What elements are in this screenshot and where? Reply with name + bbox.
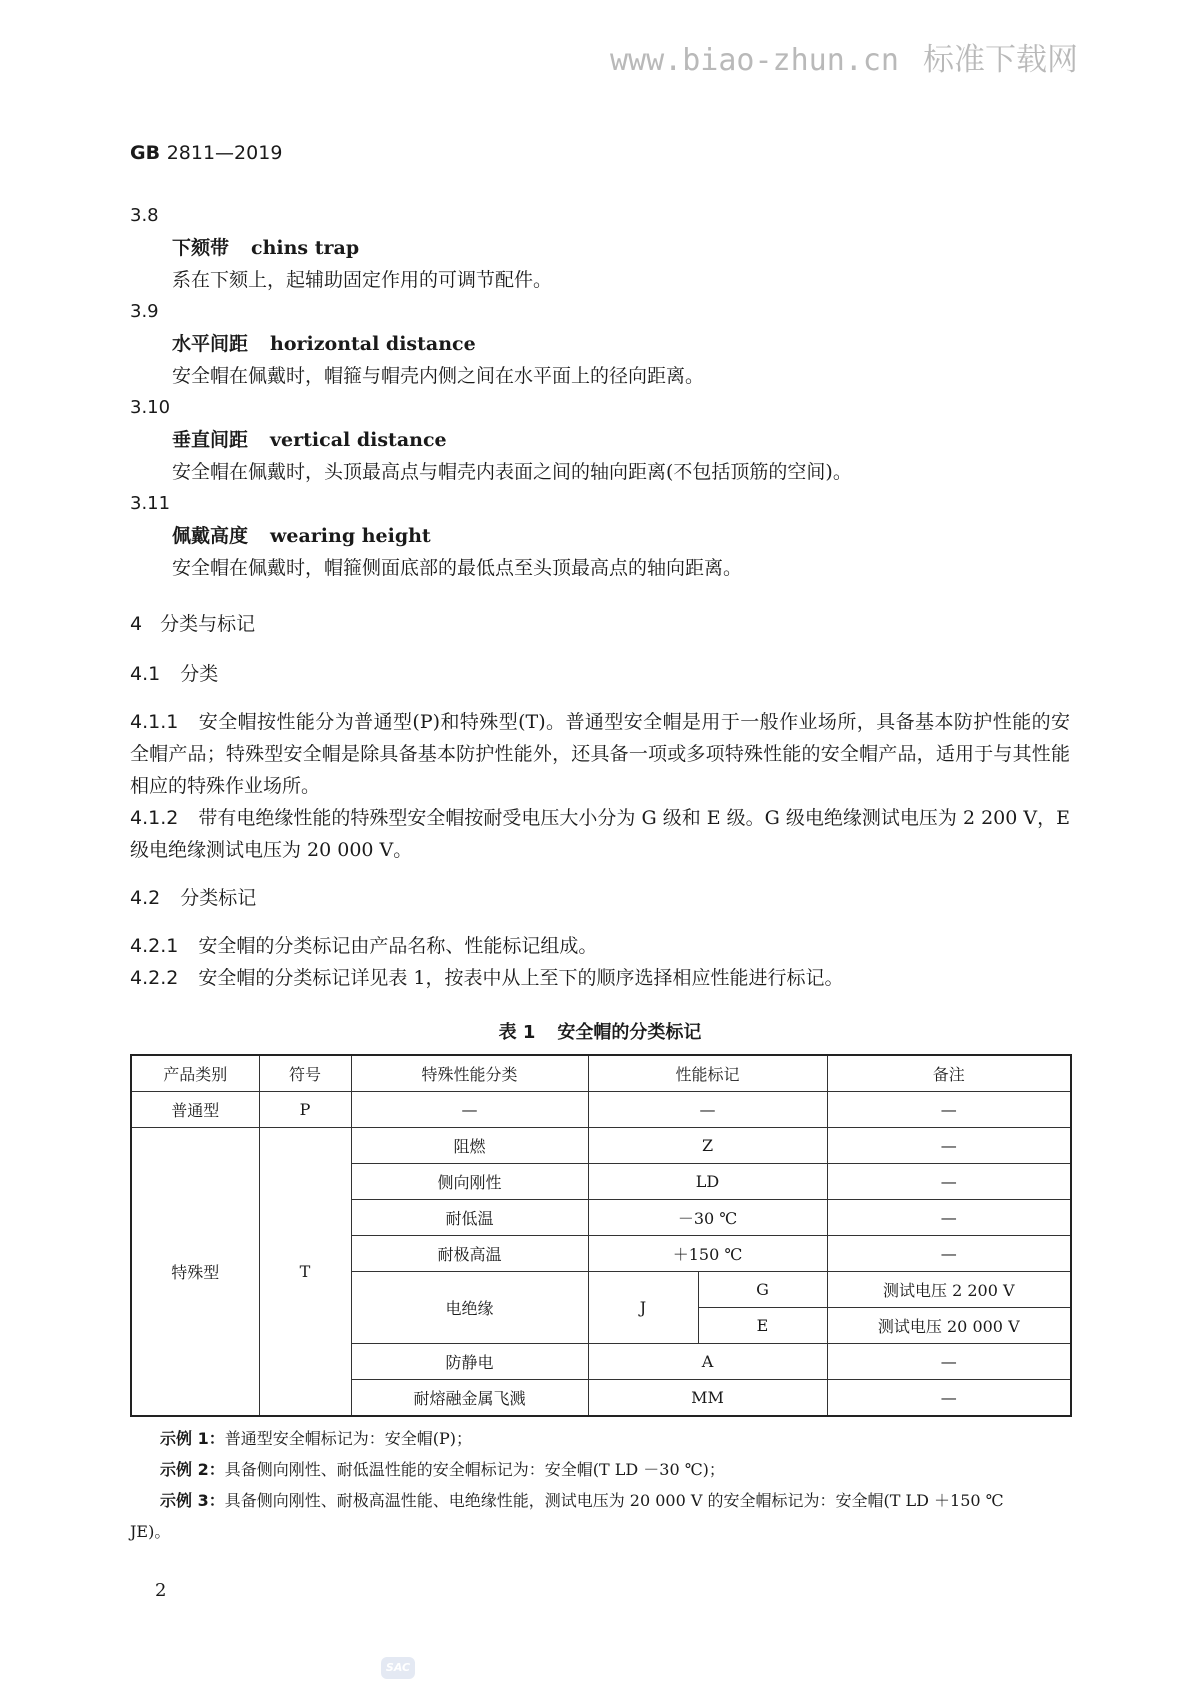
paragraph-text: 安全帽的分类标记详见表 1，按表中从上至下的顺序选择相应性能进行标记。 [198, 967, 844, 989]
header-cell: 产品类别 [131, 1055, 259, 1092]
mark-cell: MM [588, 1380, 827, 1417]
property-cell: 耐极高温 [351, 1236, 588, 1272]
header-cell: 特殊性能分类 [351, 1055, 588, 1092]
example-text: 具备侧向刚性、耐低温性能的安全帽标记为：安全帽(T LD －30 ℃)； [224, 1460, 725, 1479]
paragraph-number: 4.1.2 [130, 807, 179, 829]
term-zh: 水平间距 [172, 333, 249, 355]
category-cell: 特殊型 [131, 1128, 259, 1417]
term-definition: 安全帽在佩戴时，帽箍侧面底部的最低点至头顶最高点的轴向距离。 [172, 557, 743, 579]
term-definition: 安全帽在佩戴时，头顶最高点与帽壳内表面之间的轴向距离(不包括顶筋的空间)。 [172, 461, 852, 483]
note-cell: — [827, 1164, 1071, 1200]
mark-cell: A [588, 1344, 827, 1380]
section-heading [130, 606, 1070, 642]
grade-cell: E [698, 1308, 827, 1344]
term-number: 3.8 [130, 205, 159, 226]
term-title [130, 520, 1070, 552]
example-label: 示例 1： [160, 1429, 225, 1448]
term-en: wearing height [270, 525, 431, 547]
standard-number [130, 142, 282, 164]
mark-cell: Z [588, 1128, 827, 1164]
page-content [130, 200, 1070, 1547]
example-continuation: JE)。 [130, 1522, 171, 1541]
note-cell: 测试电压 2 200 V [827, 1272, 1071, 1308]
term-number: 3.11 [130, 493, 171, 514]
term-title [130, 328, 1070, 360]
classification-table [130, 1054, 1072, 1417]
property-cell: 耐熔融金属飞溅 [351, 1380, 588, 1417]
example-item [160, 1423, 1070, 1454]
watermark-site-name: 标准下载网 [922, 42, 1078, 78]
standard-code: 2811—2019 [166, 142, 283, 164]
table-header-row [131, 1055, 1071, 1092]
term-title [130, 424, 1070, 456]
paragraph-4-2-2 [130, 962, 1070, 994]
term-zh: 下颏带 [172, 237, 230, 259]
mark-cell: ＋150 ℃ [588, 1236, 827, 1272]
term-title [130, 232, 1070, 264]
note-cell: — [827, 1344, 1071, 1380]
dash-cell: — [827, 1092, 1071, 1128]
grade-cell: G [698, 1272, 827, 1308]
note-cell: — [827, 1128, 1071, 1164]
property-cell: 阻燃 [351, 1128, 588, 1164]
property-cell: 侧向刚性 [351, 1164, 588, 1200]
term-en: chins trap [251, 237, 360, 259]
property-cell: 防静电 [351, 1344, 588, 1380]
example-item [160, 1454, 1070, 1485]
note-cell: — [827, 1380, 1071, 1417]
paragraph-4-1-2 [130, 802, 1070, 866]
page-number: 2 [155, 1580, 167, 1601]
term-definition: 安全帽在佩戴时，帽箍与帽壳内侧之间在水平面上的径向距离。 [172, 365, 705, 387]
paragraph-text: 带有电绝缘性能的特殊型安全帽按耐受电压大小分为 G 级和 E 级。G 级电绝缘测试电压为 2 200 V，E 级电绝缘测试电压为 20 000 V。 [130, 807, 1070, 861]
watermark-url: www.biao-zhun.cn [610, 43, 899, 78]
watermark [610, 34, 1078, 79]
symbol-cell: T [259, 1128, 351, 1417]
header-cell: 备注 [827, 1055, 1071, 1092]
example-text: 具备侧向刚性、耐极高温性能、电绝缘性能，测试电压为 20 000 V 的安全帽标记为：安全帽(T LD ＋150 ℃ [224, 1491, 1004, 1510]
term-en: vertical distance [270, 429, 447, 451]
examples [130, 1423, 1070, 1547]
note-cell: — [827, 1236, 1071, 1272]
property-cell: 耐低温 [351, 1200, 588, 1236]
note-cell: — [827, 1200, 1071, 1236]
subsection-title: 分类标记 [180, 887, 257, 909]
subsection-heading [130, 880, 1070, 916]
example-label: 示例 3： [160, 1491, 225, 1510]
property-cell: 电绝缘 [351, 1272, 588, 1344]
example-text: 普通型安全帽标记为：安全帽(P)； [224, 1429, 472, 1448]
paragraph-number: 4.1.1 [130, 711, 179, 733]
example-label: 示例 2： [160, 1460, 225, 1479]
table-row [131, 1092, 1071, 1128]
example-item [160, 1485, 1070, 1516]
paragraph-text: 安全帽的分类标记由产品名称、性能标记组成。 [198, 935, 598, 957]
section-title: 分类与标记 [160, 613, 256, 635]
table-caption [130, 1012, 1070, 1054]
symbol-cell: P [259, 1092, 351, 1128]
header-cell: 性能标记 [588, 1055, 827, 1092]
paragraph-number: 4.2.1 [130, 935, 179, 957]
paragraph-number: 4.2.2 [130, 967, 179, 989]
term-number: 3.9 [130, 301, 159, 322]
term-zh: 佩戴高度 [172, 525, 249, 547]
term-definition: 系在下颏上，起辅助固定作用的可调节配件。 [172, 269, 553, 291]
table-title: 安全帽的分类标记 [557, 1022, 702, 1043]
header-cell: 符号 [259, 1055, 351, 1092]
mark-cell: －30 ℃ [588, 1200, 827, 1236]
mark-cell: LD [588, 1164, 827, 1200]
sac-logo: SAC [381, 1657, 415, 1679]
term-number: 3.10 [130, 397, 171, 418]
subsection-title: 分类 [180, 663, 219, 685]
note-cell: 测试电压 20 000 V [827, 1308, 1071, 1344]
paragraph-4-2-1 [130, 930, 1070, 962]
table-row [131, 1128, 1071, 1164]
term-zh: 垂直间距 [172, 429, 249, 451]
subsection-heading [130, 656, 1070, 692]
dash-cell: — [588, 1092, 827, 1128]
term-en: horizontal distance [270, 333, 476, 355]
paragraph-4-1-1 [130, 706, 1070, 802]
section-number: 4 [130, 613, 143, 635]
table-number: 表 1 [498, 1022, 536, 1043]
dash-cell: — [351, 1092, 588, 1128]
mark-cell: J [588, 1272, 698, 1344]
paragraph-text: 安全帽按性能分为普通型(P)和特殊型(T)。普通型安全帽是用于一般作业场所，具备基本防护性能的安全帽产品；特殊型安全帽是除具备基本防护性能外，还具备一项或多项特殊性能的安全帽产品，适用于与其性能相应的特殊作业场所。 [130, 711, 1070, 797]
standard-prefix: GB [130, 142, 161, 164]
category-cell: 普通型 [131, 1092, 259, 1128]
subsection-number: 4.1 [130, 663, 161, 685]
subsection-number: 4.2 [130, 887, 161, 909]
